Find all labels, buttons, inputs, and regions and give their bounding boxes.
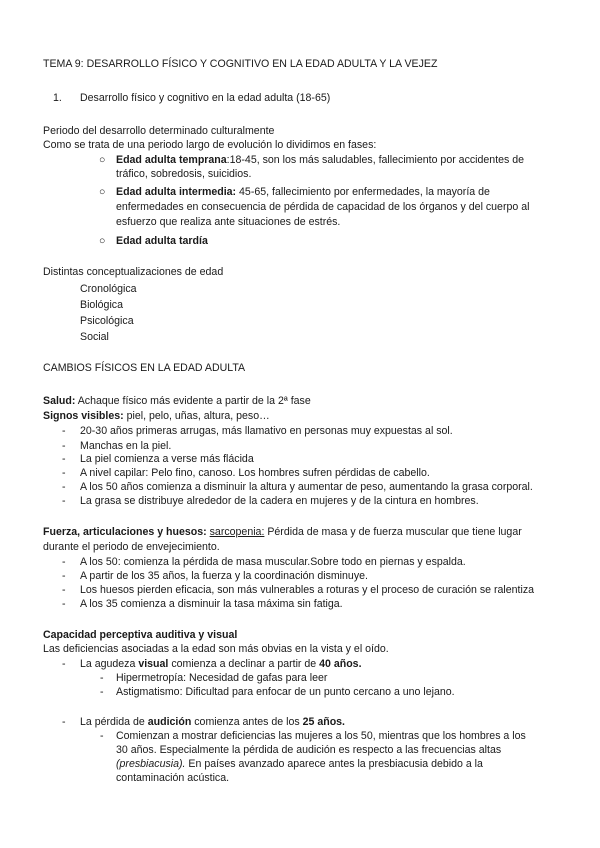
visual-pre: La agudeza (80, 658, 139, 670)
cambios-heading: CAMBIOS FÍSICOS EN LA EDAD ADULTA (43, 362, 246, 374)
fuerza-label: Fuerza, articulaciones y huesos: (43, 526, 207, 538)
salud-item: A nivel capilar: Pelo fino, canoso. Los hombres sufren pérdidas de cabello. (80, 467, 430, 479)
audicion-line (80, 715, 345, 729)
fuerza-item: A los 35 comienza a disminuir la tasa máxima sin fatiga. (80, 598, 343, 610)
section-number: 1. (53, 92, 62, 104)
period-line-1: Periodo del desarrollo determinado culturalmente (43, 125, 275, 137)
audicion-text-1: Comienzan a mostrar deficiencias las mujeres a los 50, mientras que los hombres a los (116, 730, 526, 742)
dash-icon: - (62, 584, 66, 596)
dash-icon: - (100, 686, 104, 698)
phase-temprana-text: :18-45, son los más saludables, fallecimiento por accidentes de (226, 154, 525, 166)
dash-icon: - (62, 658, 66, 670)
signos-line (43, 409, 270, 423)
visual-mid: comienza a declinar a partir de (168, 658, 320, 670)
age-item: Social (80, 331, 109, 343)
signos-text: piel, pelo, uñas, altura, peso… (123, 410, 270, 422)
visual-bold: visual (138, 658, 169, 670)
fuerza-line-2: durante el periodo de envejecimiento. (43, 541, 220, 553)
presbiacusia-term: (presbiacusia). (116, 758, 186, 770)
dash-icon: - (62, 481, 66, 493)
bullet-circle-icon: ○ (99, 235, 106, 247)
sarcopenia-term: sarcopenia: (209, 526, 265, 538)
phase-temprana-label: Edad adulta temprana (116, 154, 227, 166)
visual-item: Astigmatismo: Dificultad para enfocar de un punto cercano a uno lejano. (116, 686, 455, 698)
salud-item: Manchas en la piel. (80, 440, 172, 452)
phase-intermedia-line-1 (116, 185, 490, 199)
bullet-circle-icon: ○ (99, 154, 106, 166)
fuerza-item: A los 50: comienza la pérdida de masa muscular.Sobre todo en piernas y espalda. (80, 556, 466, 568)
section-heading: Desarrollo físico y cognitivo en la edad adulta (18-65) (80, 92, 331, 104)
fuerza-item: Los huesos pierden eficacia, son más vulnerables a roturas y el proceso de curación se ralentiza (80, 584, 535, 596)
phase-temprana-line-2: tráfico, sobredosis, suicidios. (116, 168, 252, 180)
salud-text: Achaque físico más evidente a partir de la 2ª fase (75, 395, 311, 407)
visual-line (80, 657, 362, 671)
signos-label: Signos visibles: (43, 410, 124, 422)
dash-icon: - (62, 440, 66, 452)
dash-icon: - (62, 467, 66, 479)
salud-item: La piel comienza a verse más flácida (80, 453, 254, 465)
fuerza-line-1 (43, 525, 522, 539)
age-item: Biológica (80, 299, 123, 311)
age-item: Psicológica (80, 315, 134, 327)
dash-icon: - (62, 716, 66, 728)
bullet-circle-icon: ○ (99, 186, 106, 198)
period-line-2: Como se trata de una periodo largo de evolución lo dividimos en fases: (43, 139, 377, 151)
salud-label: Salud: (43, 395, 76, 407)
dash-icon: - (62, 556, 66, 568)
phase-intermedia-line-3: esfuerzo que realiza ante situaciones de estrés. (116, 216, 341, 228)
document-title: TEMA 9: DESARROLLO FÍSICO Y COGNITIVO EN LA EDAD ADULTA Y LA VEJEZ (43, 58, 438, 70)
dash-icon: - (62, 598, 66, 610)
dash-icon: - (62, 453, 66, 465)
audicion-age: 25 años. (302, 716, 346, 728)
phase-tardia-label: Edad adulta tardía (116, 235, 208, 247)
salud-item: La grasa se distribuye alrededor de la cadera en mujeres y de la cintura en hombres. (80, 495, 479, 507)
audicion-mid: comienza antes de los (191, 716, 303, 728)
visual-item: Hipermetropía: Necesidad de gafas para leer (116, 672, 328, 684)
fuerza-item: A partir de los 35 años, la fuerza y la coordinación disminuye. (80, 570, 368, 582)
phase-intermedia-text: 45-65, fallecimiento por enfermedades, la mayoría de (236, 186, 490, 198)
dash-icon: - (62, 570, 66, 582)
age-item: Cronológica (80, 283, 137, 295)
visual-age: 40 años. (319, 658, 362, 670)
capacidad-heading: Capacidad perceptiva auditiva y visual (43, 629, 238, 641)
salud-item: A los 50 años comienza a disminuir la altura y aumentar de peso, aumentando la grasa corporal. (80, 481, 533, 493)
salud-item: 20-30 años primeras arrugas, más llamativo en personas muy expuestas al sol. (80, 425, 453, 437)
ages-heading: Distintas conceptualizaciones de edad (43, 266, 224, 278)
audicion-pre: La pérdida de (80, 716, 148, 728)
audicion-text-4: contaminación acústica. (116, 772, 230, 784)
audicion-text-3 (116, 757, 483, 771)
phase-temprana-line-1 (116, 153, 524, 167)
dash-icon: - (62, 425, 66, 437)
phase-intermedia-line-2: enfermedades en consecuencia de pérdida de capacidad de los órganos y del cuerpo al (116, 201, 530, 213)
dash-icon: - (62, 495, 66, 507)
salud-line (43, 394, 311, 408)
dash-icon: - (100, 730, 104, 742)
fuerza-text: Pérdida de masa y de fuerza muscular que tiene lugar (264, 526, 522, 538)
audicion-bold: audición (147, 716, 192, 728)
audicion-text-3-rest: En países avanzado aparece antes la presbiacusia debido a la (185, 758, 483, 770)
dash-icon: - (100, 672, 104, 684)
audicion-text-2: 30 años. Especialmente la pérdida de audición es respecto a las frecuencias altas (116, 744, 502, 756)
phase-intermedia-label: Edad adulta intermedia: (116, 186, 237, 198)
capacidad-intro: Las deficiencias asociadas a la edad son más obvias en la vista y el oído. (43, 643, 389, 655)
